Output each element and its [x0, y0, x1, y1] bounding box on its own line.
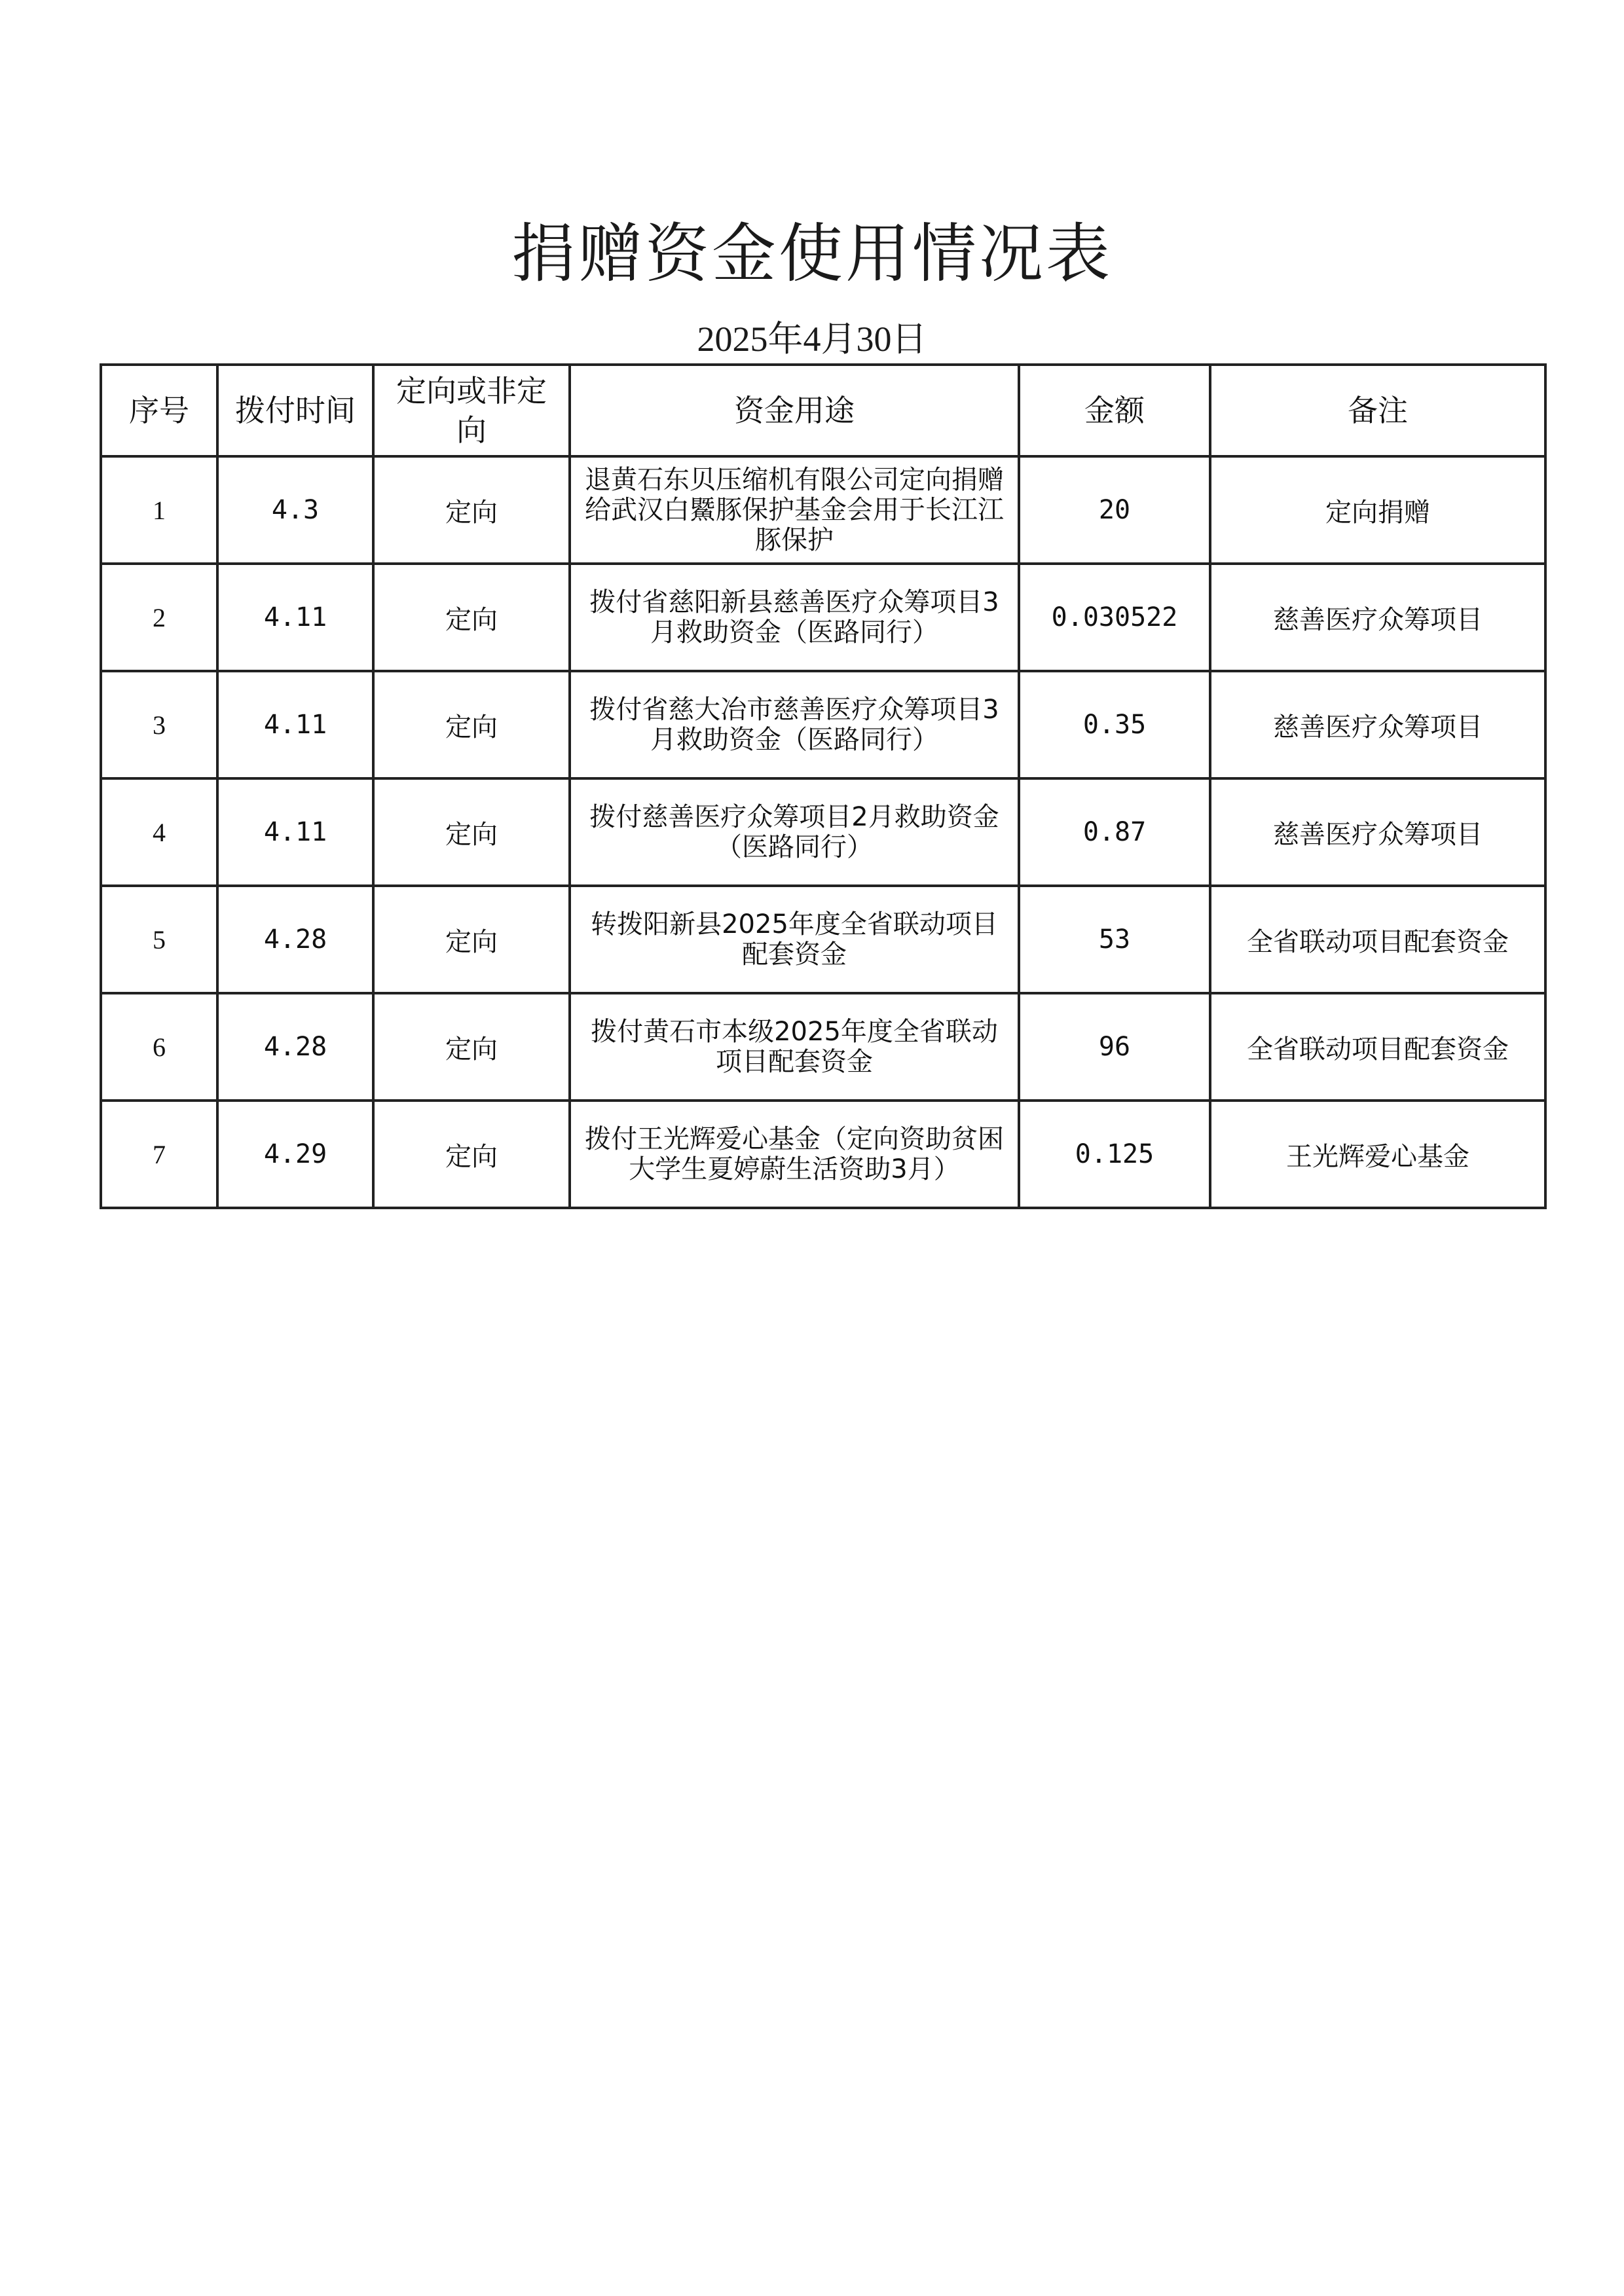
cell-direction: 定向 — [373, 993, 570, 1101]
table-row — [101, 778, 1545, 886]
cell-date: 4.11 — [217, 671, 373, 778]
cell-direction: 定向 — [373, 564, 570, 671]
cell-amount: 0.87 — [1019, 778, 1210, 886]
cell-remark: 慈善医疗众筹项目 — [1210, 778, 1545, 886]
cell-purpose: 退黄石东贝压缩机有限公司定向捐赠给武汉白鱀豚保护基金会用于长江江豚保护 — [570, 456, 1019, 564]
cell-amount: 20 — [1019, 456, 1210, 564]
table-row — [101, 886, 1545, 993]
cell-purpose: 拨付黄石市本级2025年度全省联动项目配套资金 — [570, 993, 1019, 1101]
header-index: 序号 — [101, 365, 217, 456]
cell-date: 4.28 — [217, 886, 373, 993]
cell-amount: 53 — [1019, 886, 1210, 993]
cell-index: 4 — [101, 778, 217, 886]
cell-index: 7 — [101, 1101, 217, 1208]
cell-date: 4.3 — [217, 456, 373, 564]
cell-amount: 0.030522 — [1019, 564, 1210, 671]
cell-index: 1 — [101, 456, 217, 564]
cell-direction: 定向 — [373, 886, 570, 993]
cell-amount: 96 — [1019, 993, 1210, 1101]
cell-purpose: 拨付省慈大冶市慈善医疗众筹项目3月救助资金（医路同行） — [570, 671, 1019, 778]
document-date: 2025年4月30日 — [697, 319, 927, 359]
cell-remark: 慈善医疗众筹项目 — [1210, 671, 1545, 778]
cell-purpose: 转拨阳新县2025年度全省联动项目配套资金 — [570, 886, 1019, 993]
cell-remark: 全省联动项目配套资金 — [1210, 886, 1545, 993]
header-purpose: 资金用途 — [570, 365, 1019, 456]
table-row — [101, 1101, 1545, 1208]
cell-amount: 0.35 — [1019, 671, 1210, 778]
table-row — [101, 993, 1545, 1101]
cell-amount: 0.125 — [1019, 1101, 1210, 1208]
cell-remark: 定向捐赠 — [1210, 456, 1545, 564]
header-direction: 定向或非定向 — [373, 365, 570, 456]
cell-direction: 定向 — [373, 456, 570, 564]
table-row — [101, 456, 1545, 564]
cell-purpose: 拨付王光辉爱心基金（定向资助贫困大学生夏婷蔚生活资助3月） — [570, 1101, 1019, 1208]
cell-direction: 定向 — [373, 671, 570, 778]
cell-remark: 全省联动项目配套资金 — [1210, 993, 1545, 1101]
cell-index: 2 — [101, 564, 217, 671]
table-row — [101, 564, 1545, 671]
cell-date: 4.11 — [217, 778, 373, 886]
fund-usage-table — [100, 363, 1547, 1209]
header-amount: 金额 — [1019, 365, 1210, 456]
cell-index: 6 — [101, 993, 217, 1101]
cell-direction: 定向 — [373, 778, 570, 886]
page-title: 捐赠资金使用情况表 — [511, 217, 1113, 291]
cell-date: 4.11 — [217, 564, 373, 671]
cell-index: 5 — [101, 886, 217, 993]
table-row — [101, 671, 1545, 778]
cell-remark: 慈善医疗众筹项目 — [1210, 564, 1545, 671]
cell-date: 4.28 — [217, 993, 373, 1101]
cell-date: 4.29 — [217, 1101, 373, 1208]
table-header-row — [101, 365, 1545, 456]
cell-purpose: 拨付省慈阳新县慈善医疗众筹项目3月救助资金（医路同行） — [570, 564, 1019, 671]
header-date: 拨付时间 — [217, 365, 373, 456]
cell-index: 3 — [101, 671, 217, 778]
cell-direction: 定向 — [373, 1101, 570, 1208]
header-remark: 备注 — [1210, 365, 1545, 456]
cell-purpose: 拨付慈善医疗众筹项目2月救助资金（医路同行） — [570, 778, 1019, 886]
cell-remark: 王光辉爱心基金 — [1210, 1101, 1545, 1208]
